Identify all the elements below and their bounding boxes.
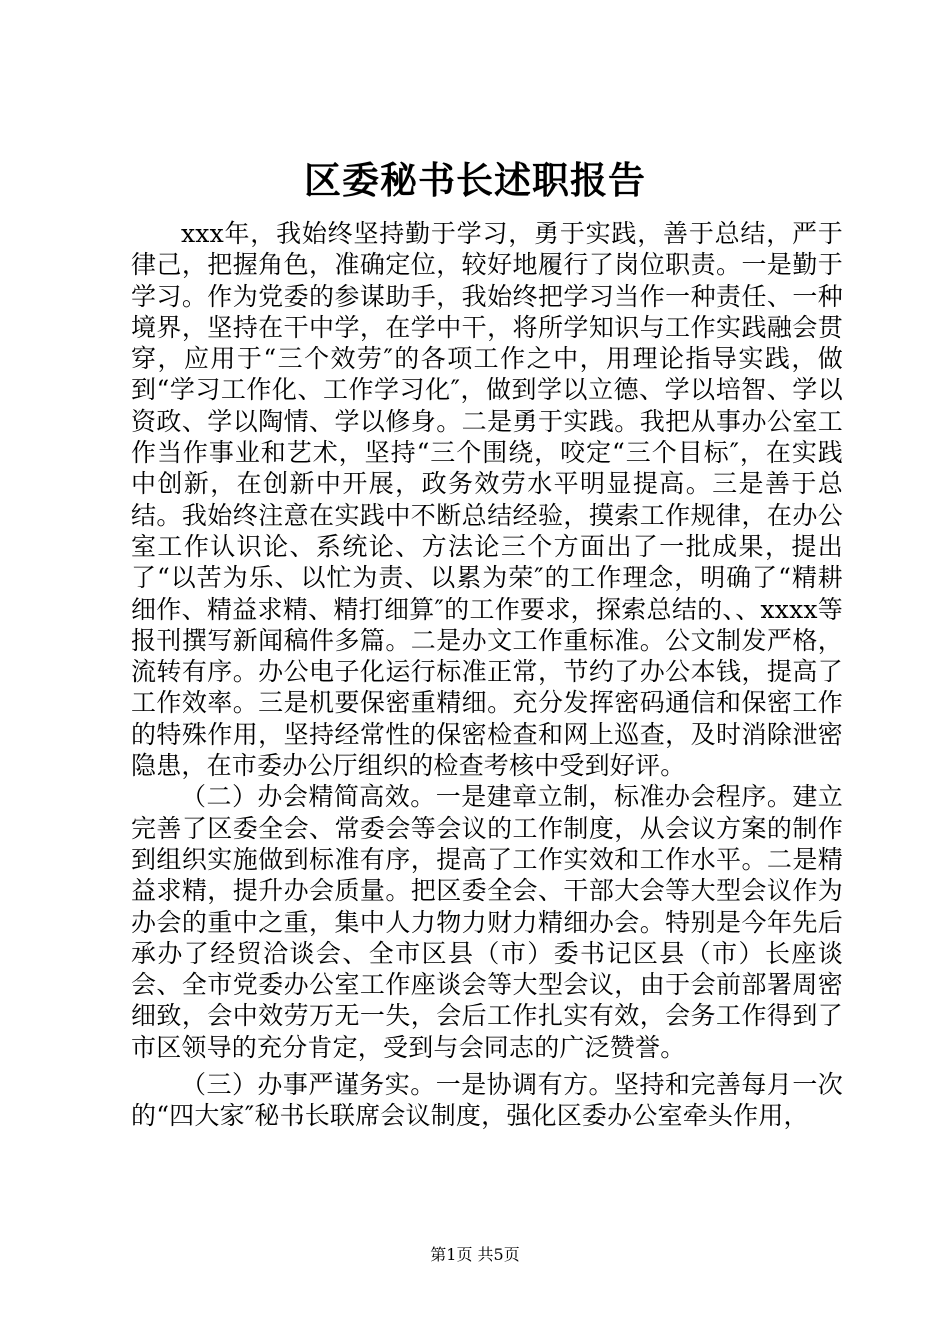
document-body	[131, 218, 843, 1132]
paragraph-2: （二）办会精简高效。一是建章立制，标准办会程序。建立完善了区委全会、常委会等会议的工作制度，从会议方案的制作到组织实施做到标准有序，提高了工作实效和工作水平。二是精益求精，提升办会质量。把区委全会、干部大会等大型会议作为办会的重中之重，集中人力物力财力精细办会。特别是今年先后承办了经贸洽谈会、全市区县（市）委书记区县（市）长座谈会、全市党委办公室工作座谈会等大型会议，由于会前部署周密细致，会中效劳万无一失，会后工作扎实有效，会务工作得到了市区领导的充分肯定，受到与会同志的广泛赞誉。	[131, 782, 843, 1062]
paragraph-1: xxx年，我始终坚持勤于学习，勇于实践，善于总结，严于律己，把握角色，准确定位，较好地履行了岗位职责。一是勤于学习。作为党委的参谋助手，我始终把学习当作一种责任、一种境界，坚持在干中学，在学中干，将所学知识与工作实践融会贯穿，应用于“三个效劳″的各项工作之中，用理论指导实践，做到“学习工作化、工作学习化″，做到学以立德、学以培智、学以资政、学以陶情、学以修身。二是勇于实践。我把从事办公室工作当作事业和艺术，坚持“三个围绕，咬定“三个目标″，在实践中创新，在创新中开展，政务效劳水平明显提高。三是善于总结。我始终注意在实践中不断总结经验，摸索工作规律，在办公室工作认识论、系统论、方法论三个方面出了一批成果，提出了“以苦为乐、以忙为责、以累为荣″的工作理念，明确了“精耕细作、精益求精、精打细算″的工作要求，探索总结的、、xxxx等报刊撰写新闻稿件多篇。二是办文工作重标准。公文制发严格，流转有序。办公电子化运行标准正常，节约了办公本钱，提高了工作效率。三是机要保密重精细。充分发挥密码通信和保密工作的特殊作用，坚持经常性的保密检查和网上巡查，及时消除泄密隐患，在市委办公厅组织的检查考核中受到好评。	[131, 219, 843, 781]
page-number-footer: 第1页 共5页	[430, 1245, 520, 1264]
document-title: 区委秘书长述职报告	[304, 158, 646, 202]
paragraph-3: （三）办事严谨务实。一是协调有方。坚持和完善每月一次的“四大家″秘书长联席会议制度，强化区委办公室牵头作用，	[131, 1070, 843, 1131]
